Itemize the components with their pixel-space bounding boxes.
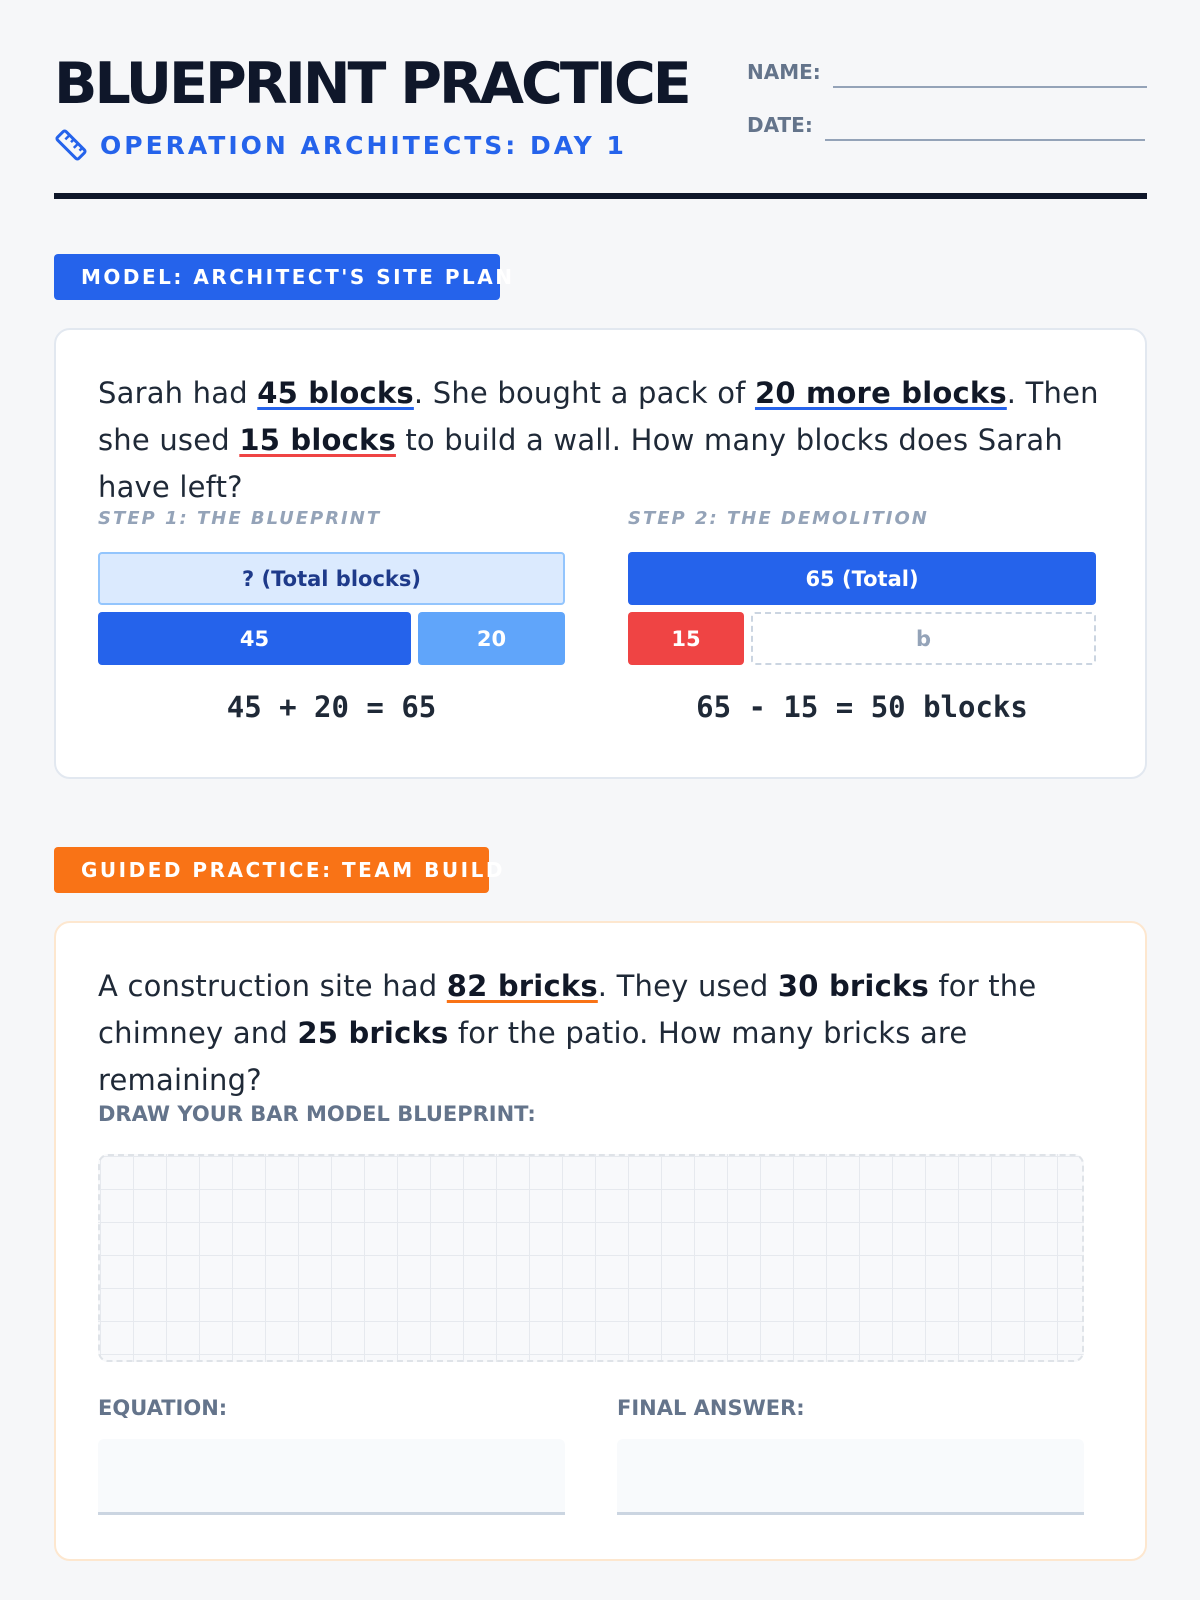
problem-text-part: . They used (597, 969, 778, 1003)
step2-label: STEP 2: THE DEMOLITION (628, 508, 929, 529)
step2-equation: 65 - 15 = 50 blocks (696, 690, 1028, 724)
name-label: NAME: (747, 60, 821, 84)
problem-text-part: A construction site had (98, 969, 447, 1003)
problem-text-part: for the patio. How many bricks are remaining? (98, 1016, 968, 1097)
step1-equation: 45 + 20 = 65 (226, 690, 437, 724)
step2-removed-bar: 15 (628, 612, 744, 665)
final-answer-input[interactable] (617, 1439, 1084, 1515)
date-label: DATE: (747, 113, 813, 137)
highlight-quantity: 30 bricks (777, 969, 929, 1003)
highlight-quantity: 25 bricks (297, 1016, 449, 1050)
model-section-tag: MODEL: ARCHITECT'S SITE PLAN (54, 254, 500, 300)
header-divider (54, 193, 1147, 199)
name-field[interactable] (747, 60, 1147, 84)
page-title: BLUEPRINT PRACTICE (54, 51, 689, 117)
highlight-quantity: 20 more blocks (754, 376, 1007, 410)
date-field[interactable] (747, 113, 1145, 137)
step1-label: STEP 1: THE BLUEPRINT (98, 508, 382, 529)
subtitle-text: OPERATION ARCHITECTS: DAY 1 (100, 130, 627, 160)
guided-section-tag: GUIDED PRACTICE: TEAM BUILD (54, 847, 489, 893)
bar-model-drawing-area[interactable] (98, 1154, 1084, 1362)
problem-text-part: to build a wall. How many blocks does Sarah have left? (98, 423, 1063, 504)
name-line[interactable] (833, 86, 1147, 88)
problem-text-part: . Then she used (98, 376, 1099, 457)
ruler-icon (54, 128, 88, 162)
model-problem-text (98, 370, 1108, 511)
step1-part-a-bar: 45 (98, 612, 411, 665)
step1-total-bar: ? (Total blocks) (98, 552, 565, 605)
problem-text-part: Sarah had (98, 376, 258, 410)
highlight-quantity: 45 blocks (257, 376, 414, 410)
step2-unknown-bar: b (751, 612, 1096, 665)
model-card (54, 328, 1147, 779)
equation-input[interactable] (98, 1439, 565, 1515)
problem-text-part: . She bought a pack of (413, 376, 755, 410)
worksheet-header (54, 52, 1147, 202)
guided-problem-text (98, 963, 1108, 1104)
problem-text-part: for the chimney and (98, 969, 1037, 1050)
draw-area-label: DRAW YOUR BAR MODEL BLUEPRINT: (98, 1102, 536, 1126)
highlight-quantity: 82 bricks (446, 969, 598, 1003)
page-subtitle (54, 128, 627, 162)
step2-total-bar: 65 (Total) (628, 552, 1096, 605)
step1-part-b-bar: 20 (418, 612, 565, 665)
highlight-quantity: 15 blocks (239, 423, 396, 457)
date-line[interactable] (825, 139, 1145, 141)
guided-card (54, 921, 1147, 1561)
equation-label: EQUATION: (98, 1396, 228, 1420)
final-answer-label: FINAL ANSWER: (617, 1396, 805, 1420)
